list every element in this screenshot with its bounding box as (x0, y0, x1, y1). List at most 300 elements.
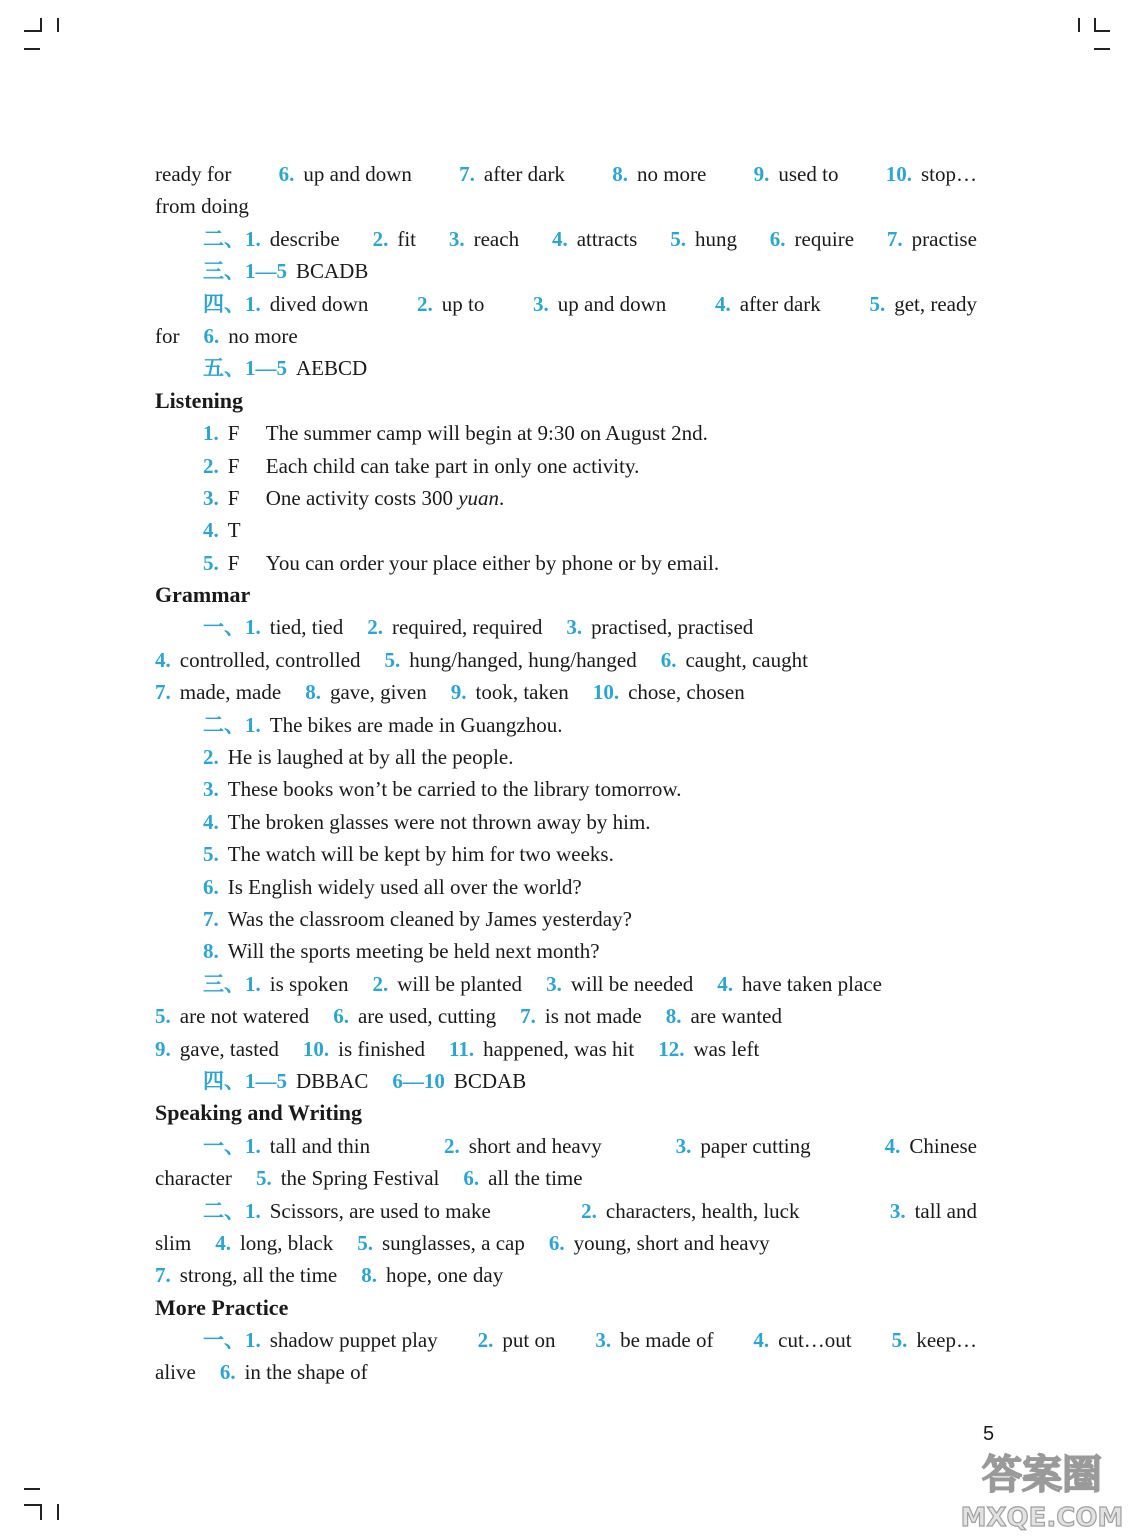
answer-text: chose, chosen (628, 680, 745, 705)
answer-line (155, 968, 977, 1000)
item-number: 8. (612, 162, 628, 186)
item-number: 3. (448, 226, 465, 251)
answer-segment (478, 1324, 556, 1356)
item-number: 11. (449, 1036, 475, 1061)
item-number: 6—10 (392, 1068, 445, 1093)
answer-segment (670, 223, 737, 255)
answer-text: is not made (544, 1004, 642, 1029)
answer-text: tall and (914, 1198, 977, 1223)
answer-text: paper cutting (700, 1133, 811, 1158)
item-number: 一、1. (203, 615, 261, 640)
answer-segment (155, 1162, 232, 1194)
answer-segment (220, 1356, 368, 1388)
answer-segment (203, 611, 343, 643)
answer-text: up and down (303, 162, 412, 186)
item-number: 7. (459, 162, 475, 186)
item-number: 6. (333, 1004, 349, 1029)
answer-segment (459, 158, 565, 190)
answer-line (155, 1033, 977, 1065)
answer-text: BCADB (296, 259, 369, 284)
answer-line (155, 773, 977, 805)
answer-segment (203, 1065, 368, 1097)
answer-segment (155, 579, 250, 611)
item-number: 2. (417, 291, 433, 316)
answer-text: AEBCD (296, 356, 368, 381)
item-number: 7. (155, 1263, 171, 1288)
watermark-logo (950, 1440, 1130, 1532)
answer-segment (155, 676, 281, 708)
item-number: 5. (670, 226, 686, 251)
answer-segment (357, 1227, 525, 1259)
answer-segment (256, 1162, 439, 1194)
answer-segment (869, 288, 977, 320)
item-number: 10. (592, 680, 620, 705)
answer-segment (203, 968, 349, 1000)
section-heading (155, 579, 977, 611)
item-number: 3. (595, 1328, 612, 1353)
crop-mark (57, 18, 59, 32)
answer-segment (676, 1130, 811, 1162)
item-number: 3. (533, 291, 549, 316)
answer-segment (552, 223, 637, 255)
answer-segment (155, 1033, 279, 1065)
answer-segment (566, 611, 753, 643)
answer-segment (203, 288, 368, 320)
punctuation: . (499, 485, 505, 510)
answer-text: Chinese (909, 1133, 977, 1158)
item-number: 8. (665, 1004, 682, 1029)
answer-text: get, ready (894, 291, 977, 316)
answer-segment (203, 482, 504, 514)
answer-segment (451, 676, 569, 708)
answer-segment (385, 644, 637, 676)
answer-text: is finished (338, 1036, 426, 1061)
crop-mark (1094, 48, 1110, 50)
answer-segment (303, 1033, 425, 1065)
answer-text: The watch will be kept by him for two weeks. (227, 842, 614, 867)
item-number: 7. (203, 906, 219, 931)
answer-line (155, 935, 977, 967)
answer-segment (886, 158, 977, 190)
item-number: 8. (203, 939, 219, 964)
item-number: 二、1. (203, 226, 261, 251)
answer-line (155, 1130, 977, 1162)
item-number: 3. (546, 971, 562, 996)
answer-segment (612, 158, 706, 190)
answer-text: cut…out (778, 1328, 852, 1353)
answer-segment (333, 1000, 496, 1032)
answer-text: are not watered (179, 1004, 310, 1029)
item-number: 6. (278, 162, 295, 186)
crop-mark (1094, 30, 1110, 32)
item-number: 5. (891, 1328, 908, 1353)
item-number: 4. (155, 647, 171, 672)
item-number: 3. (203, 485, 219, 510)
answer-segment (155, 1227, 191, 1259)
answer-line (155, 1356, 977, 1388)
answer-line (155, 871, 977, 903)
answer-text: hope, one day (385, 1263, 504, 1288)
answer-line (155, 352, 977, 384)
item-number: 7. (155, 680, 171, 705)
item-number: 8. (305, 680, 321, 705)
answer-segment (155, 1000, 309, 1032)
answer-text: stop… (920, 162, 977, 186)
answer-text: long, black (239, 1230, 334, 1255)
item-number: 6. (548, 1230, 565, 1255)
answer-text: He is laughed at by all the people. (227, 745, 514, 770)
answer-line (155, 158, 977, 190)
answer-text: practise (911, 226, 977, 251)
answer-text: is spoken (269, 971, 349, 996)
answer-text: Each child can take part in only one activity. (265, 453, 640, 478)
item-number: 3. (203, 777, 219, 802)
answer-text: You can order your place either by phone or by email. (265, 550, 720, 575)
crop-mark (1078, 18, 1080, 32)
answer-line (155, 838, 977, 870)
page-number: 5 (983, 1423, 995, 1445)
item-number: 5. (357, 1230, 373, 1255)
answer-text: One activity costs 300 (265, 485, 453, 510)
item-number: 6. (769, 226, 786, 251)
section-heading (155, 1097, 977, 1129)
answer-line (155, 1000, 977, 1032)
true-false-mark: F (227, 421, 240, 446)
answer-text: controlled, controlled (179, 647, 361, 672)
item-number: 4. (884, 1133, 901, 1158)
answer-line (155, 1195, 977, 1227)
item-number: 4. (717, 971, 734, 996)
answer-segment (449, 1033, 634, 1065)
item-number: 三、1—5 (203, 259, 287, 284)
heading-text: More Practice (155, 1294, 289, 1320)
answer-segment (549, 1227, 770, 1259)
item-number: 6. (219, 1360, 236, 1385)
answer-line (155, 1324, 977, 1356)
answer-segment (155, 644, 361, 676)
answer-segment (367, 611, 542, 643)
section-heading (155, 1292, 977, 1324)
item-number: 2. (581, 1198, 597, 1223)
answer-text: Is English widely used all over the world? (227, 874, 582, 899)
answer-text: reach (473, 226, 520, 251)
item-number: 2. (372, 971, 389, 996)
answer-text: Was the classroom cleaned by James yesterday? (227, 906, 632, 931)
answer-segment (885, 1130, 977, 1162)
answer-text: practised, practised (591, 615, 754, 640)
answer-segment (215, 1227, 333, 1259)
answer-segment (754, 158, 839, 190)
answer-text: describe (269, 226, 340, 251)
crop-mark (57, 1504, 59, 1520)
answer-segment (203, 935, 600, 967)
answer-text: used to (778, 162, 839, 186)
answer-text: put on (502, 1328, 556, 1353)
answer-segment (279, 158, 412, 190)
answer-text: the Spring Festival (280, 1166, 440, 1191)
answer-text: hung (694, 226, 737, 251)
item-number: 2. (203, 745, 219, 770)
answer-text: caught, caught (685, 647, 808, 672)
answer-text: characters, health, luck (605, 1198, 800, 1223)
answer-segment (203, 773, 681, 805)
item-number: 4. (753, 1328, 770, 1353)
answer-line (155, 482, 977, 514)
item-number: 五、1—5 (203, 356, 287, 381)
answer-line (155, 644, 977, 676)
answer-text: The broken glasses were not thrown away by him. (227, 809, 651, 834)
answer-text: These books won’t be carried to the library tomorrow. (227, 777, 682, 802)
answer-text: required, required (391, 615, 543, 640)
answer-line (155, 676, 977, 708)
answer-segment (155, 320, 180, 352)
item-number: 四、1—5 (203, 1068, 287, 1093)
answer-segment (533, 288, 666, 320)
answer-segment (203, 1324, 438, 1356)
item-number: 4. (551, 226, 568, 251)
item-number: 6. (660, 647, 677, 672)
answer-line (155, 320, 977, 352)
item-number: 5. (869, 291, 886, 316)
item-number: 6. (203, 323, 220, 348)
answer-text: slim (155, 1230, 192, 1255)
answer-line (155, 806, 977, 838)
answer-line (155, 1227, 977, 1259)
watermark-bottom-text: MXQE.COM (960, 1503, 1124, 1532)
true-false-mark: F (227, 485, 240, 510)
answer-segment (155, 385, 243, 417)
true-false-mark: T (227, 518, 241, 543)
answer-segment (892, 1324, 977, 1356)
answer-text: Scissors, are used to make (269, 1198, 491, 1223)
item-number: 2. (477, 1328, 494, 1353)
answer-segment (520, 1000, 642, 1032)
answer-segment (658, 1033, 759, 1065)
item-number: 二、1. (203, 1198, 261, 1223)
answer-text: took, taken (475, 680, 569, 705)
answer-text: up and down (557, 291, 667, 316)
answer-text: after dark (483, 162, 565, 186)
item-number: 6. (463, 1166, 480, 1191)
answer-line (155, 255, 977, 287)
answer-line (155, 514, 977, 546)
answer-content (155, 158, 977, 1389)
crop-mark (24, 48, 40, 50)
answer-segment (546, 968, 693, 1000)
item-number: 一、1. (203, 1133, 261, 1158)
answer-text: hung/hanged, hung/hanged (409, 647, 637, 672)
answer-segment (203, 352, 367, 384)
item-number: 12. (658, 1036, 685, 1061)
answer-segment (203, 806, 651, 838)
item-number: 2. (372, 226, 389, 251)
answer-text: The summer camp will begin at 9:30 on August 2nd. (265, 421, 708, 446)
italic-text: yuan (458, 485, 500, 510)
answer-text: after dark (739, 291, 821, 316)
answer-segment (203, 450, 639, 482)
item-number: 4. (714, 291, 731, 316)
item-number: 6. (203, 874, 219, 899)
answer-line (155, 223, 977, 255)
answer-line (155, 547, 977, 579)
answer-segment (770, 223, 854, 255)
answer-line (155, 741, 977, 773)
answer-segment (203, 903, 632, 935)
answer-text: young, short and heavy (573, 1230, 770, 1255)
item-number: 5. (203, 550, 219, 575)
answer-text: DBBAC (296, 1068, 369, 1093)
answer-line (155, 1162, 977, 1194)
answer-text: from doing (155, 194, 249, 219)
answer-segment (203, 223, 340, 255)
item-number: 5. (203, 842, 219, 867)
answer-segment (155, 1259, 337, 1291)
answer-text: have taken place (742, 971, 882, 996)
answer-text: will be planted (397, 971, 523, 996)
crop-mark (24, 1488, 40, 1490)
answer-segment (661, 644, 808, 676)
answer-segment (203, 514, 266, 546)
item-number: 5. (155, 1004, 171, 1029)
item-number: 2. (203, 453, 219, 478)
answer-text: BCDAB (453, 1068, 527, 1093)
answer-segment (373, 223, 416, 255)
answer-text: shadow puppet play (269, 1328, 438, 1353)
item-number: 10. (302, 1036, 330, 1061)
answer-segment (203, 547, 719, 579)
answer-segment (203, 741, 514, 773)
answer-text: gave, tasted (179, 1036, 279, 1061)
answer-text: happened, was hit (483, 1036, 635, 1061)
answer-text: short and heavy (468, 1133, 602, 1158)
answer-segment (581, 1195, 799, 1227)
answer-text: in the shape of (244, 1360, 368, 1385)
answer-segment (305, 676, 427, 708)
section-heading (155, 385, 977, 417)
answer-text: are wanted (690, 1004, 782, 1029)
answer-segment (717, 968, 882, 1000)
true-false-mark: F (227, 453, 240, 478)
answer-text: no more (228, 323, 298, 348)
item-number: 4. (215, 1230, 231, 1255)
answer-text: strong, all the time (179, 1263, 338, 1288)
answer-text: gave, given (329, 680, 427, 705)
answer-segment (715, 288, 821, 320)
answer-line (155, 450, 977, 482)
answer-segment (203, 1130, 370, 1162)
answer-segment (417, 288, 484, 320)
heading-text: Listening (155, 387, 244, 413)
item-number: 9. (155, 1036, 171, 1061)
item-number: 2. (367, 615, 383, 640)
answer-text: require (794, 226, 855, 251)
answer-text: Will the sports meeting be held next month? (227, 939, 600, 964)
answer-segment (392, 1065, 526, 1097)
item-number: 5. (384, 647, 401, 672)
answer-segment (449, 223, 519, 255)
item-number: 1. (203, 421, 219, 446)
answer-line (155, 1259, 977, 1291)
answer-line (155, 190, 977, 222)
item-number: 10. (885, 162, 912, 186)
answer-text: will be needed (570, 971, 694, 996)
answer-text: be made of (620, 1328, 714, 1353)
true-false-mark: F (227, 550, 240, 575)
answer-text: no more (636, 162, 707, 186)
item-number: 2. (444, 1133, 460, 1158)
answer-line (155, 417, 977, 449)
answer-text: sunglasses, a cap (382, 1230, 525, 1255)
item-number: 3. (566, 615, 583, 640)
answer-segment (753, 1324, 851, 1356)
answer-segment (155, 1097, 362, 1129)
answer-segment (155, 1356, 196, 1388)
item-number: 9. (450, 680, 467, 705)
answer-text: tied, tied (269, 615, 344, 640)
answer-segment (203, 871, 582, 903)
answer-text: alive (155, 1360, 196, 1385)
answer-segment (203, 255, 368, 287)
item-number: 一、1. (203, 1328, 261, 1353)
item-number: 3. (675, 1133, 692, 1158)
answer-text: The bikes are made in Guangzhou. (269, 712, 563, 737)
answer-segment (203, 1195, 491, 1227)
item-number: 7. (520, 1004, 536, 1029)
answer-segment (203, 838, 614, 870)
answer-text: ready for (155, 162, 232, 186)
item-number: 三、1. (203, 971, 261, 996)
answer-text: for (155, 323, 180, 348)
answer-segment (593, 676, 745, 708)
item-number: 四、1. (203, 291, 261, 316)
answer-segment (666, 1000, 782, 1032)
item-number: 3. (889, 1198, 906, 1223)
answer-segment (361, 1259, 503, 1291)
answer-text: fit (397, 226, 416, 251)
item-number: 9. (753, 162, 770, 186)
answer-text: tall and thin (269, 1133, 371, 1158)
answer-line (155, 1065, 977, 1097)
answer-text: are used, cutting (357, 1004, 497, 1029)
item-number: 4. (203, 518, 219, 543)
heading-text: Grammar (155, 582, 251, 608)
watermark-top-text: 答案圈 (982, 1452, 1102, 1498)
answer-segment (463, 1162, 582, 1194)
answer-line (155, 903, 977, 935)
answer-text: character (155, 1166, 232, 1191)
answer-text: keep… (916, 1328, 977, 1353)
answer-segment (890, 1195, 977, 1227)
answer-text: up to (441, 291, 485, 316)
answer-text: all the time (488, 1166, 583, 1191)
heading-text: Speaking and Writing (155, 1100, 363, 1126)
answer-line (155, 288, 977, 320)
item-number: 二、1. (203, 712, 261, 737)
item-number: 4. (203, 809, 219, 834)
crop-mark (40, 1504, 42, 1520)
answer-text: dived down (269, 291, 369, 316)
item-number: 8. (361, 1263, 377, 1288)
answer-segment (203, 709, 562, 741)
answer-segment (444, 1130, 602, 1162)
answer-segment (155, 158, 231, 190)
answer-text: made, made (179, 680, 282, 705)
answer-segment (204, 320, 298, 352)
answer-segment (203, 417, 708, 449)
answer-line (155, 709, 977, 741)
crop-mark (40, 18, 42, 32)
answer-text: was left (693, 1036, 760, 1061)
